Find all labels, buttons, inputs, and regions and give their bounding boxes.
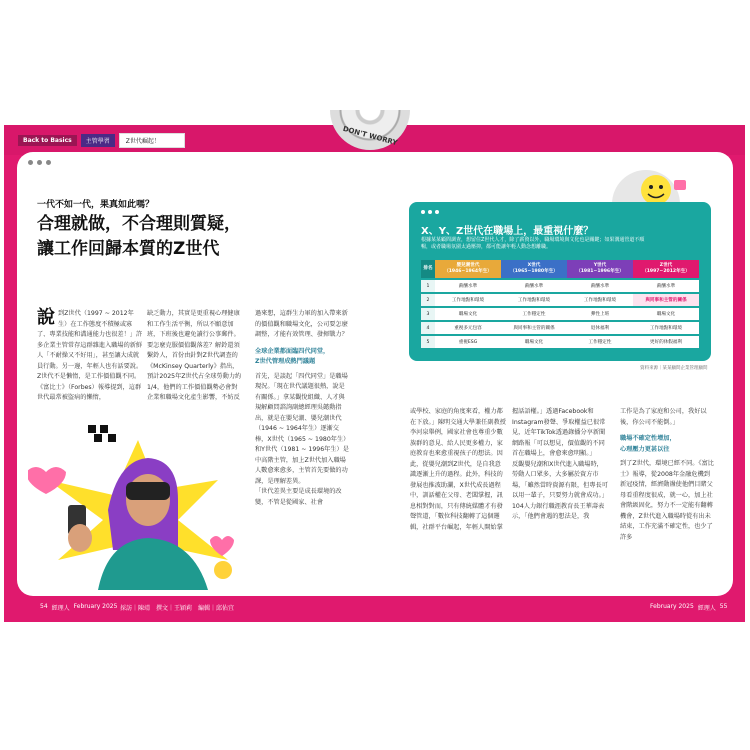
table-cell: 職場文化 — [501, 335, 567, 348]
rank-cell: 4 — [421, 321, 435, 335]
rank-cell: 3 — [421, 307, 435, 321]
section-label: Back to Basics — [18, 135, 77, 146]
table-cell: 職場文化 — [633, 307, 699, 321]
headline-line-2: 讓工作回歸本質的Z世代 — [37, 239, 220, 259]
table-cell: 工作地點和環境 — [435, 293, 501, 307]
topic-label: Z世代崛起！ — [119, 133, 185, 148]
generation-header — [501, 260, 567, 279]
headline-line-1: 合理就做，不合理則質疑， — [37, 214, 241, 234]
page-number-right: 55 — [719, 603, 728, 610]
article-column-6 — [620, 407, 716, 543]
generation-name: 嬰兒潮世代 — [456, 263, 480, 268]
subheading — [255, 347, 350, 368]
column-text-2: 到了Z世代，環境已經不同。《富比士》報導，從2008年金融危機到新冠疫情，經濟動盪使他們目睹父母看重程度很成，就一心，加上社會階級固化，努力不一定能有翻轉機會，Z世代進入職場時從有出未結束，工作充滿不確定性，也少了許多 — [620, 460, 714, 541]
issue-date-left: February 2025 — [73, 603, 118, 610]
article-headline — [37, 212, 337, 262]
table-cell: 工作地點和環境 — [567, 293, 633, 307]
subheading-line-1: 職場不確定性增加， — [620, 435, 676, 442]
magazine-name-right: 經理人 — [697, 605, 716, 612]
table-cell: 職場文化 — [435, 307, 501, 321]
generation-name: X世代 — [527, 263, 541, 268]
article-column-3 — [255, 309, 350, 508]
rank-cell: 2 — [421, 293, 435, 307]
page-number-left: 54 — [40, 603, 48, 610]
table-row — [421, 293, 699, 307]
table-row — [421, 335, 699, 348]
table-cell: 彈性上班 — [567, 307, 633, 321]
table-cell: 工作地點和環境 — [633, 321, 699, 335]
table-cell: 與同事和主管的關係 — [501, 321, 567, 335]
generation-years: （1946~1964年生） — [444, 269, 492, 274]
column-text-2: 首先，是談起「四代同堂」是職場現況。「現在世代議題很熱，說是有關係。」拿某觀悅組織、人才與規解顧問諮詢副總經理吳懿勳指出，就是在嬰兒潮、嬰兒潮世代（1946 ~ 1964年生）逐漸交棒，X世代（1965 ~ 1980年生）和Y世代（1981 ~ 1996年生）是中高階主管，加上Z世代加入職場人數愈來愈多，主管首先要做的功課，是理解差異。 — [255, 372, 350, 485]
table-cell: 重視ESG — [435, 335, 501, 348]
footer-left — [40, 603, 117, 612]
vr-person-illustration — [28, 420, 258, 590]
table-cell: 更好的休假福利 — [633, 335, 699, 348]
column-text-2: 反觀嬰兒潮和X世代進入職場時，勞動人口眾多，大多屬於資方市場，「雖然當時資源有限，但專長可以用一輩子，只要努力就會成功。」104人力銀行職涯教育長王華壽表示，「他們會遇的想法是，我 — [512, 460, 608, 520]
article-kicker: 一代不如一代，果真如此嗎？ — [37, 200, 155, 210]
rank-cell: 1 — [421, 279, 435, 293]
disc-text: DON'T WORRY — [341, 124, 399, 148]
table-row — [421, 307, 699, 321]
subheading — [620, 434, 716, 455]
table-cell: 工作穩定性 — [567, 335, 633, 348]
generation-name: Y世代 — [593, 263, 607, 268]
window-dots-icon — [28, 160, 51, 165]
magazine-name-left: 經理人 — [51, 605, 70, 612]
article-column-4 — [410, 407, 506, 533]
subheading-line-1: 全球企業都面臨四代同堂， — [255, 347, 330, 355]
table-header-row — [421, 260, 699, 279]
column-text-3: 「世代差異主要是成長環境的改變，不管是從國家、社會 — [255, 488, 342, 506]
column-text: 缺乏動力，其實是更重視心理健康和工作生活平衡，所以不願意加班，下班後也避免讀行公事郵件。 — [147, 310, 240, 338]
infographic-card — [409, 202, 711, 361]
table-cell: 薪酬水準 — [633, 279, 699, 293]
column-text: 到Z世代（1997 ~ 2012年生）在工作態度不積極或寡了、專業技能和溝通能力也很差！」許多企業主管常存這群雜進入職場的新鮮人「不耐操又不好用」，甚至讓大成就員行動。另一邊，年輕人也有話要說。Z世代不是懶惰，是工作價值觀不同。《富比士》（Forbes）報導提到，這群世代最常被盜病的懶惰， — [37, 310, 143, 401]
footer-credits: 採訪｜陳靖 撰文｜王穎莉 編輯｜邱佑宜 — [120, 605, 235, 612]
column-text: 握話語權。」透過Facebook和Instagram發聲、爭取權益已很常見，近年TikTok透過錄播分享新聞網路報「可以想見，價值觀的不同首在職場上，會愈來愈明顯。」 — [512, 408, 606, 457]
source-credit: 資料來源｜某某顧問企業管理顧問 — [640, 366, 708, 371]
subheading-line-2: 心理壓力更甚以往 — [620, 445, 670, 453]
generation-name: Z世代 — [659, 263, 673, 268]
subheading-line-2: Z世代管理成熱門議題 — [255, 358, 316, 365]
generation-years: （1981~1996年生） — [576, 269, 624, 274]
rank-cell: 5 — [421, 335, 435, 348]
section-topbar — [18, 134, 185, 147]
infographic-description: 根據某某顧問調查，想留住Z世代人才，除了薪資以外，職場環境與文化也是關鍵；如果溝通管道不順暢，或者職場氛圍太過壓抑，都可能讓年輕人動念想離職。 — [421, 237, 645, 250]
infographic-title: X、Y、Z世代在職場上，最重視什麼？ — [421, 226, 594, 237]
generation-years: （1997~2012年生） — [642, 269, 690, 274]
table-cell: 薪酬水準 — [435, 279, 501, 293]
table-cell: 工作穩定性 — [501, 307, 567, 321]
issue-date-right: February 2025 — [650, 603, 694, 610]
table-cell: 工作地點和環境 — [501, 293, 567, 307]
generation-table — [421, 260, 699, 348]
table-cell: 薪酬水準 — [501, 279, 567, 293]
category-label: 主管學習 — [81, 134, 115, 147]
dropcap: 說 — [37, 307, 55, 328]
article-column-5 — [512, 407, 608, 523]
generation-header — [435, 260, 501, 279]
table-cell: 重視多元包容 — [435, 321, 501, 335]
table-cell: 薪酬水準 — [567, 279, 633, 293]
column-text: 或學校、家庭的角度來看，權力都在下放。」陳明交通大學兼任副教授李河泉舉例，國家社會也尊重少數族群的意見、給人民更多權力，家庭教育也來愈重視孩子的想法。因此，從嬰兒潮到Z世代，是自我意識逐漸上升的過程。此外，科技的發展也推波助瀾，X世代成長過程中，訓話權在父母、老闆掌握，訊息相對對而，只有傳統媒體才有發聲管道，「數位科技翻轉了這個邏輯，社群平台崛起，年輕人開始掌 — [410, 408, 506, 531]
generation-years: （1965~1980年生） — [510, 269, 558, 274]
generation-header — [567, 260, 633, 279]
article-column-1 — [37, 309, 143, 404]
column-text: 過來想，這群生力軍的加入帶來新的價值觀和職場文化，公司要怎麼調整，才能有效管理、發揮戰力？ — [255, 310, 348, 338]
table-row — [421, 321, 699, 335]
column-text: 工作是為了家庭和公司，我好以後，你公司不能倒。」 — [620, 408, 707, 426]
column-text-2: 要怎麼克服價值觀落差？解鈴還須繫鈴人，首份由針對Z世代調查的《McKinsey Quarterly》指出，預計2025年Z世代占全球勞動力約1/4，他們的工作價值觀勢必會對企業和職場文化產生影響，不妨反 — [147, 341, 242, 401]
sticker-disc — [330, 110, 410, 150]
table-row — [421, 279, 699, 293]
table-cell: 退休福利 — [567, 321, 633, 335]
footer-right — [650, 603, 727, 612]
rank-header: 排名 — [421, 260, 435, 279]
generation-header — [633, 260, 699, 279]
highlighted-cell: 與同事和主管的關係 — [633, 293, 699, 307]
card-dots-icon — [421, 210, 439, 214]
article-column-2 — [147, 309, 242, 404]
